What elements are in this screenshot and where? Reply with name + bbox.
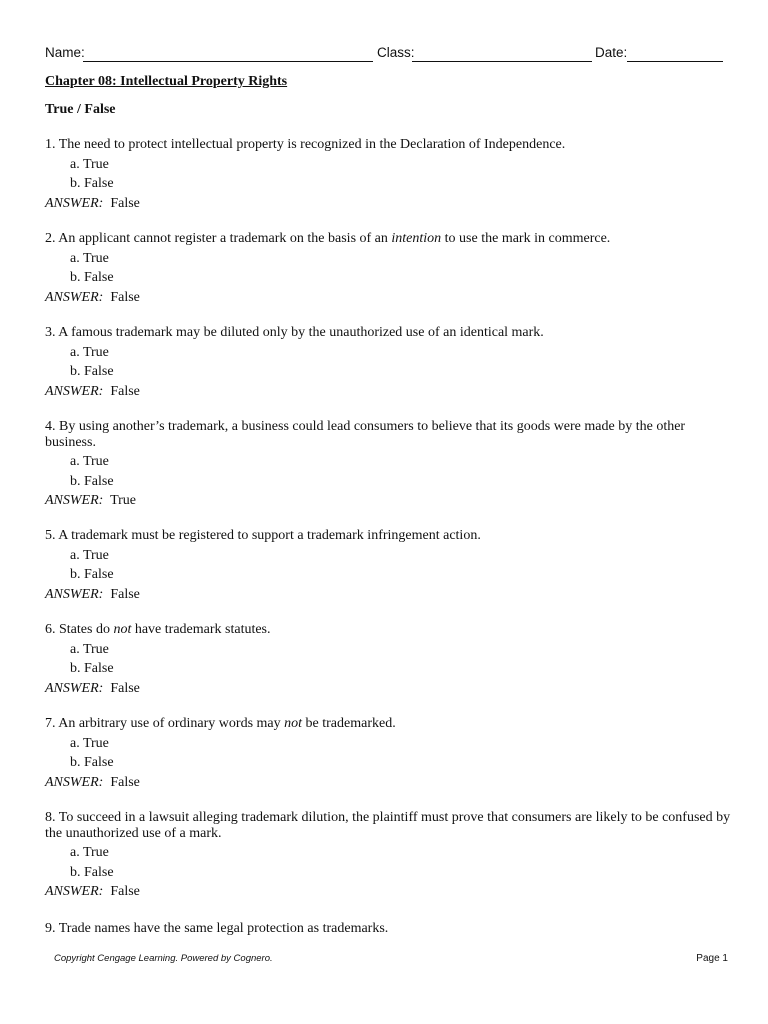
footer-copyright: Copyright Cengage Learning. Powered by Cognero. [54, 953, 273, 964]
answer-line [45, 884, 735, 900]
name-field[interactable] [83, 61, 373, 62]
question-7 [45, 716, 735, 790]
option-false: b. False [70, 176, 114, 191]
question-8 [45, 810, 735, 900]
option-true: a. True [70, 156, 109, 172]
answer-value: False [110, 289, 140, 305]
answer-label: ANSWER: [45, 586, 104, 602]
answer-line [45, 493, 735, 509]
question-6 [45, 622, 735, 696]
class-label: Class: [377, 45, 415, 60]
question-3 [45, 325, 735, 399]
question-1 [45, 137, 735, 211]
question-number: 9. [45, 921, 56, 936]
question-number: 5. [45, 528, 56, 543]
answer-value: False [110, 774, 140, 790]
header-row [45, 45, 725, 65]
option-false: b. False [70, 661, 114, 676]
option-true: a. True [70, 454, 109, 469]
answer-label: ANSWER: [45, 884, 104, 899]
question-number: 4. [45, 419, 56, 434]
question-text: 6. States do not have trademark statutes. [45, 622, 271, 637]
answer-line [45, 775, 735, 791]
option-true: a. True [70, 845, 109, 860]
answer-label: ANSWER: [45, 493, 104, 508]
option-true: a. True [70, 641, 109, 657]
question-5 [45, 528, 735, 602]
option-true: a. True [70, 250, 109, 266]
answer-label: ANSWER: [45, 680, 104, 696]
answer-line [45, 290, 735, 306]
answer-label: ANSWER: [45, 383, 104, 399]
answer-value: False [110, 383, 140, 399]
date-label: Date: [595, 45, 628, 60]
option-true: a. True [70, 344, 109, 360]
answer-line [45, 681, 735, 697]
option-false: b. False [70, 270, 114, 285]
question-text: 9. Trade names have the same legal protection as trademarks. [45, 921, 389, 936]
question-number: 8. [45, 810, 56, 825]
question-text: 2. An applicant cannot register a trademark on the basis of an intention to use the mark in commerce. [45, 231, 611, 246]
option-false: b. False [70, 864, 114, 880]
question-text: 3. A famous trademark may be diluted only by the unauthorized use of an identical mark. [45, 325, 544, 340]
answer-label: ANSWER: [45, 289, 104, 305]
question-2 [45, 231, 735, 305]
answer-value: False [110, 586, 140, 602]
question-number: 2. [45, 231, 56, 246]
question-number: 3. [45, 325, 56, 340]
answer-label: ANSWER: [45, 774, 104, 790]
question-number: 7. [45, 716, 56, 731]
question-number: 6. [45, 622, 56, 637]
answer-line [45, 384, 735, 400]
question-number: 1. [45, 137, 56, 152]
answer-value: False [110, 680, 140, 696]
name-label: Name: [45, 45, 85, 60]
question-text: 8. To succeed in a lawsuit alleging trademark dilution, the plaintiff must prove that consumers are likely to be confused by the unauthorized use of a mark. [45, 810, 731, 841]
answer-line [45, 196, 735, 212]
option-false: b. False [70, 755, 114, 770]
section-title: True / False [45, 102, 116, 117]
option-true: a. True [70, 547, 109, 563]
option-false: b. False [70, 473, 114, 489]
question-text: 7. An arbitrary use of ordinary words may not be trademarked. [45, 716, 396, 731]
answer-label: ANSWER: [45, 195, 104, 211]
question-text: 1. The need to protect intellectual property is recognized in the Declaration of Independence. [45, 137, 566, 152]
option-false: b. False [70, 567, 114, 582]
page-number: Page 1 [696, 953, 728, 964]
option-false: b. False [70, 364, 114, 379]
date-field[interactable] [627, 61, 723, 62]
answer-value: False [110, 195, 140, 211]
answer-value: False [110, 884, 140, 899]
question-text: 4. By using another’s trademark, a business could lead consumers to believe that its goods were made by the other business. [45, 419, 686, 450]
option-true: a. True [70, 735, 109, 751]
answer-value: True [110, 493, 137, 508]
question-4 [45, 419, 735, 509]
class-field[interactable] [412, 61, 592, 62]
question-text: 5. A trademark must be registered to support a trademark infringement action. [45, 528, 481, 543]
chapter-title: Chapter 08: Intellectual Property Rights [45, 74, 288, 89]
question-9 [45, 921, 735, 937]
answer-line [45, 587, 735, 603]
